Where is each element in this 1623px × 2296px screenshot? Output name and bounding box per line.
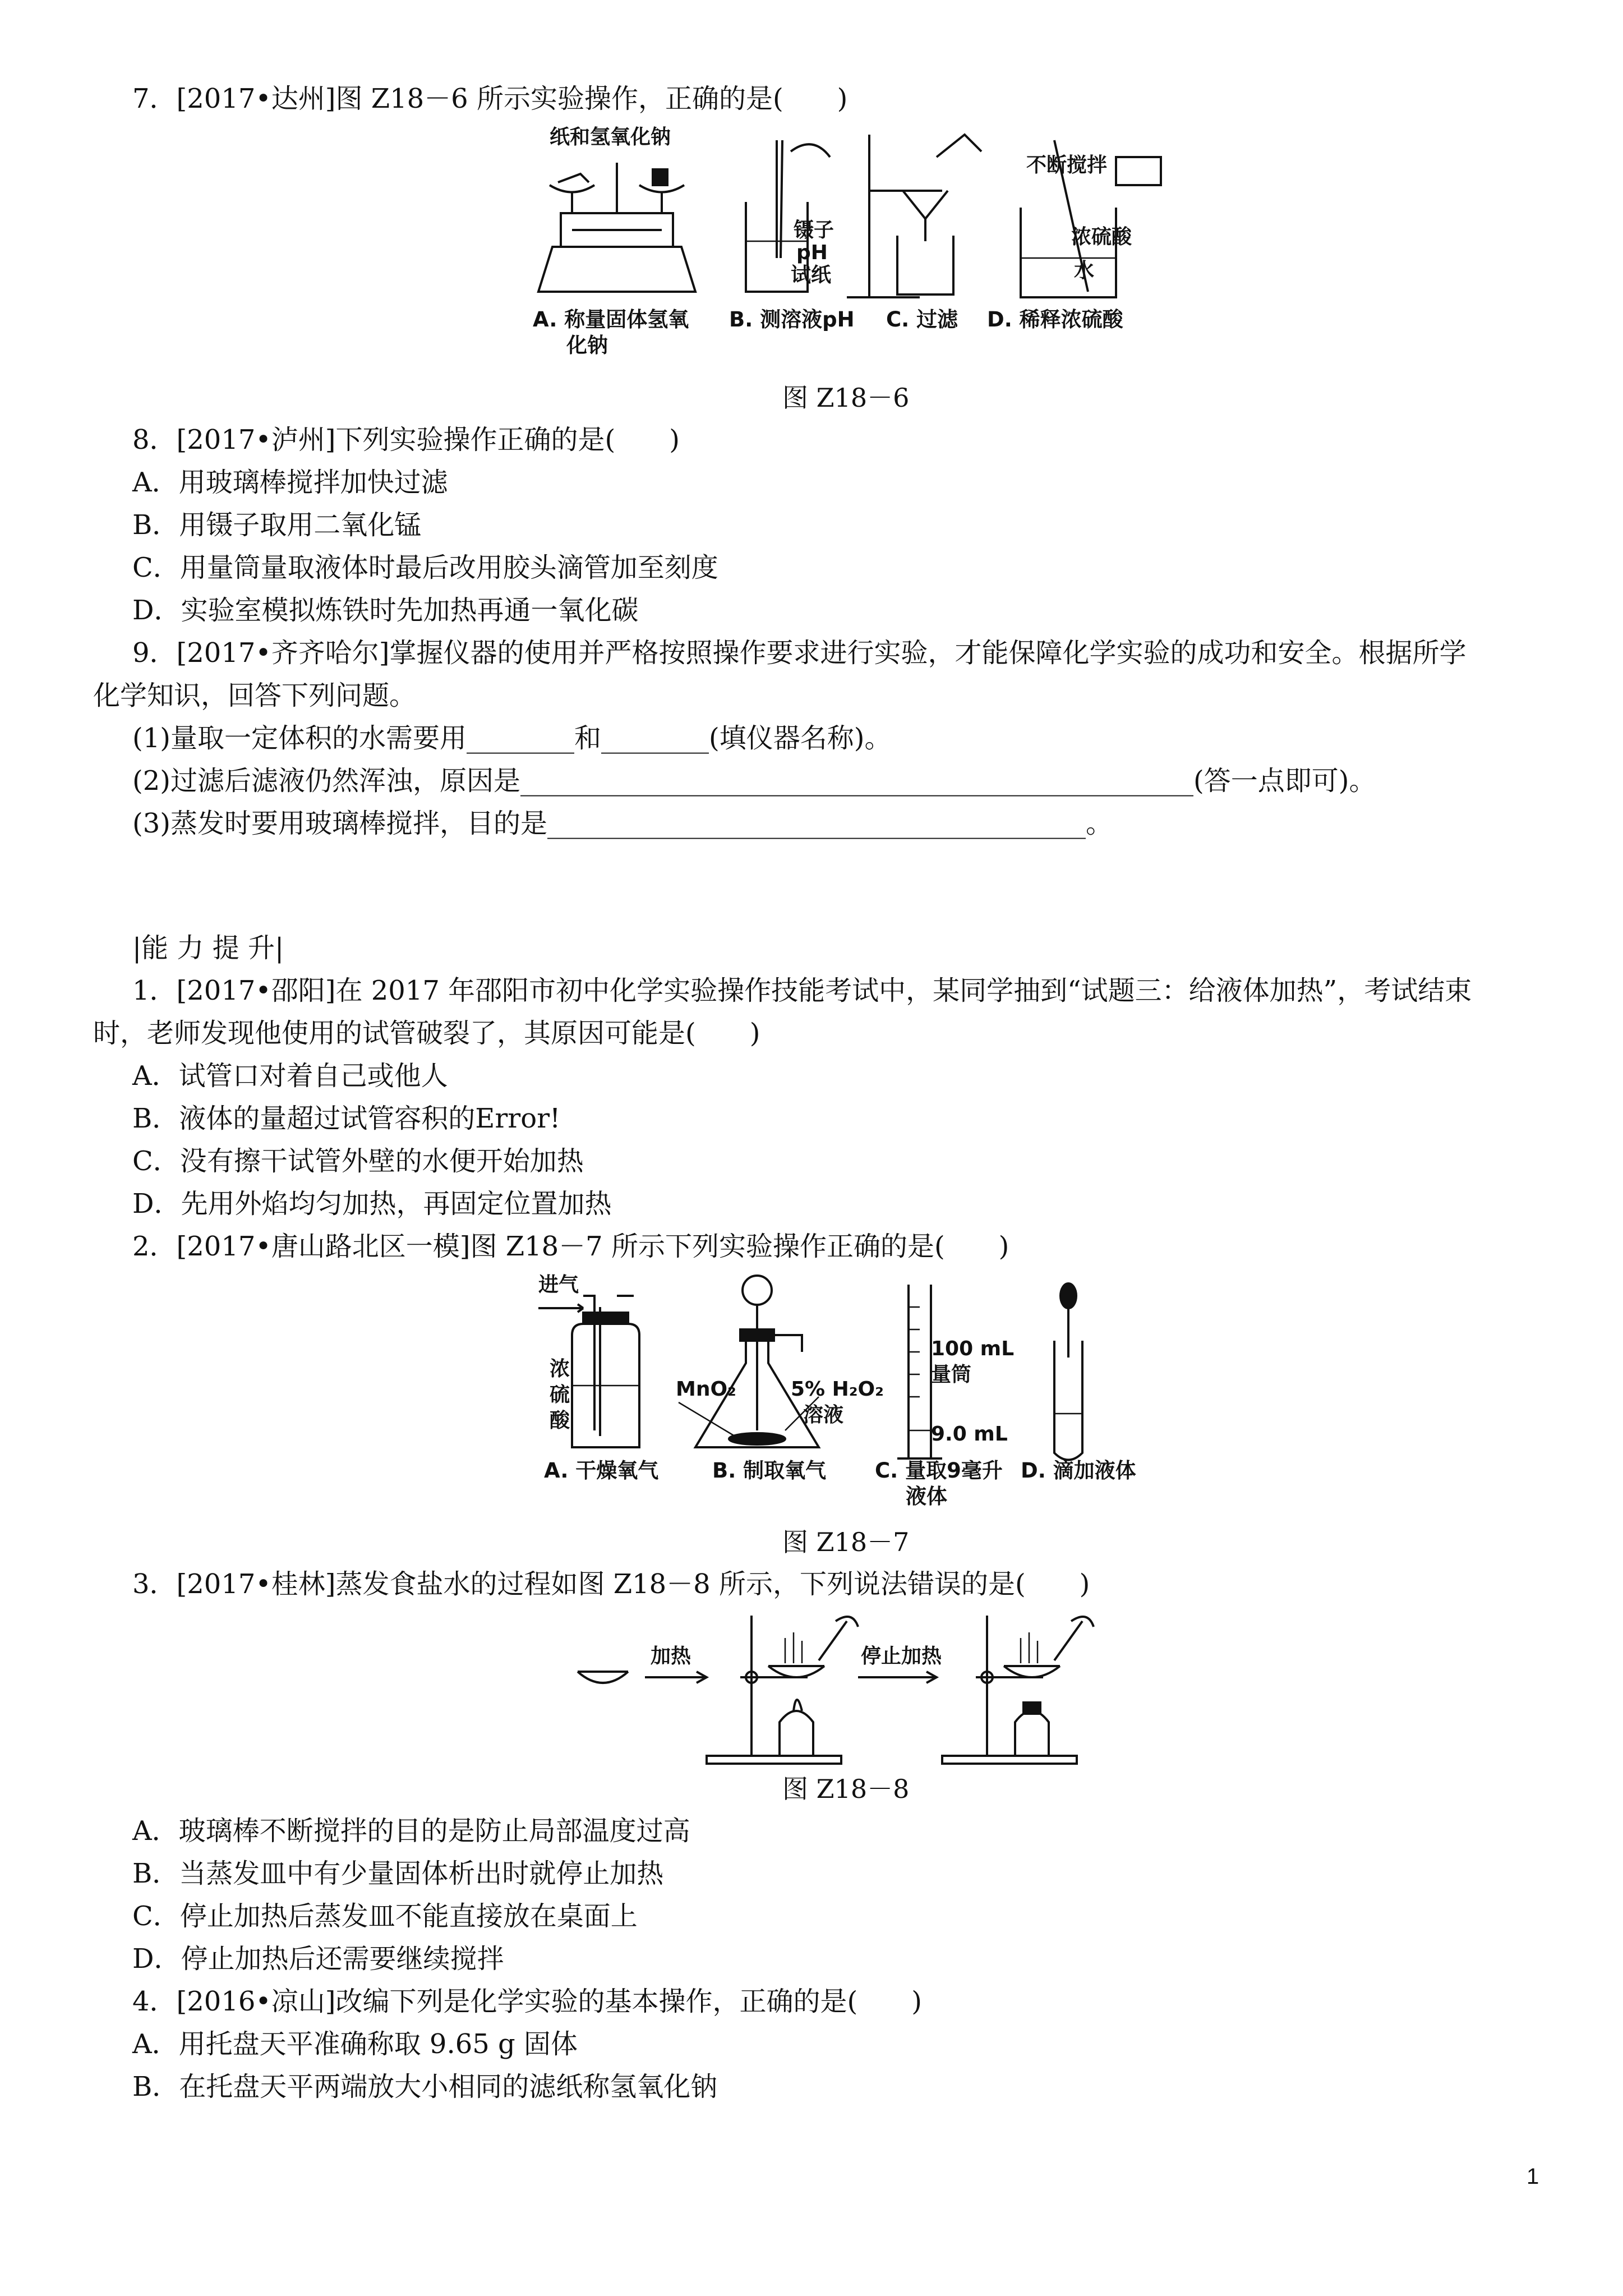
label-water: 水: [1074, 259, 1095, 282]
label-100ml: 100 mL: [931, 1337, 1015, 1360]
p1-option-a: A．试管口对着自己或他人: [132, 1060, 448, 1092]
label-test-paper: 试纸: [791, 264, 832, 287]
label-conc-sulfuric: 浓硫酸: [1071, 226, 1132, 249]
label-conc-3: 酸: [550, 1409, 570, 1432]
q9-stem-2: 化学知识，回答下列问题。: [93, 680, 417, 711]
p3-stem: 3．[2017•桂林]蒸发食盐水的过程如图 Z18－8 所示，下列说法错误的是( ): [132, 1568, 1090, 1600]
label-conc-2: 硫: [550, 1383, 570, 1406]
label-heat: 加热: [651, 1645, 691, 1668]
caption-b: B. 测溶液pH: [729, 307, 855, 332]
caption-a: A. 称量固体氢氧: [533, 307, 689, 332]
label-9ml: 9.0 mL: [931, 1423, 1008, 1446]
p1-option-c: C．没有擦干试管外壁的水便开始加热: [132, 1145, 584, 1177]
fig-caption-z18-8: 图 Z18－8: [782, 1774, 910, 1804]
caption-a-2: 化钠: [566, 333, 608, 357]
label-mno2: MnO₂: [676, 1378, 736, 1401]
q8-option-d: D．实验室模拟炼铁时先加热再通一氧化碳: [132, 595, 639, 626]
label-h2o2: 5% H₂O₂: [791, 1378, 884, 1401]
p4-option-a: A．用托盘天平准确称取 9.65 g 固体: [132, 2028, 578, 2060]
q8-option-b: B．用镊子取用二氧化锰: [132, 509, 422, 541]
p3-option-a: A．玻璃棒不断搅拌的目的是防止局部温度过高: [132, 1815, 690, 1847]
figure-z18-6: [527, 126, 1166, 376]
q8-option-a: A．用玻璃棒搅拌加快过滤: [132, 467, 448, 498]
q7-stem: 7．[2017•达州]图 Z18－6 所示实验操作，正确的是( ): [132, 83, 848, 114]
q8-stem: 8．[2017•泸州]下列实验操作正确的是( ): [132, 424, 680, 455]
p1-option-d: D．先用外焰均匀加热，再固定位置加热: [132, 1188, 612, 1220]
q9-stem-1: 9．[2017•齐齐哈尔]掌握仪器的使用并严格按照操作要求进行实验，才能保障化学实验的成功和安全。根据所学: [132, 637, 1467, 669]
label-stir: 不断搅拌: [1026, 154, 1108, 177]
q9-sub-1: (1)量取一定体积的水需要用________和________(填仪器名称)。: [132, 723, 892, 754]
caption-a: A. 干燥氧气: [544, 1458, 659, 1483]
caption-b: B. 制取氧气: [712, 1458, 827, 1483]
figure-z18-7: [538, 1273, 1155, 1515]
page-number: 1: [1527, 2164, 1539, 2189]
q8-option-c: C．用量筒量取液体时最后改用胶头滴管加至刻度: [132, 552, 718, 583]
q9-sub-3: (3)蒸发时要用玻璃棒搅拌，目的是________________________________________。: [132, 808, 1113, 839]
caption-c: C. 量取9毫升: [875, 1458, 1003, 1483]
label-stop-heat: 停止加热: [861, 1645, 942, 1668]
fig-caption-z18-7: 图 Z18－7: [782, 1527, 910, 1557]
section-heading: |能 力 提 升|: [132, 932, 284, 964]
figure-z18-8-drawing: [572, 1610, 1144, 1773]
label-cylinder: 量筒: [931, 1363, 972, 1386]
label-ph: pH: [796, 241, 828, 264]
label-gas-in: 进气: [538, 1273, 579, 1296]
label-tweezers: 镊子: [794, 219, 834, 242]
fig-caption-z18-6: 图 Z18－6: [782, 383, 910, 413]
label-solution: 溶液: [803, 1404, 844, 1427]
p1-stem-1: 1．[2017•邵阳]在 2017 年邵阳市初中化学实验操作技能考试中，某同学抽到“试题三：给液体加热”，考试结束: [132, 975, 1472, 1006]
p1-stem-2: 时，老师发现他使用的试管破裂了，其原因可能是( ): [93, 1018, 760, 1049]
figure-z18-7-drawing: [538, 1273, 1155, 1464]
p3-option-c: C．停止加热后蒸发皿不能直接放在桌面上: [132, 1901, 638, 1932]
p4-stem: 4．[2016•凉山]改编下列是化学实验的基本操作，正确的是( ): [132, 1986, 922, 2017]
p1-option-b: B．液体的量超过试管容积的Error!: [132, 1103, 561, 1134]
q9-sub-2: (2)过滤后滤液仍然浑浊，原因是__________________________________________________(答一点即可)。: [132, 765, 1376, 797]
p4-option-b: B．在托盘天平两端放大小相同的滤纸称氢氧化钠: [132, 2071, 718, 2102]
label-paper-naoh: 纸和氢氧化钠: [550, 126, 671, 149]
label-conc-1: 浓: [550, 1358, 570, 1381]
p3-option-b: B．当蒸发皿中有少量固体析出时就停止加热: [132, 1858, 664, 1889]
caption-d: D. 滴加液体: [1021, 1458, 1136, 1483]
caption-d: D. 稀释浓硫酸: [987, 307, 1123, 332]
p3-option-d: D．停止加热后还需要继续搅拌: [132, 1943, 504, 1975]
figure-z18-8: [572, 1610, 1144, 1773]
caption-c: C. 过滤: [886, 307, 958, 332]
caption-c-2: 液体: [906, 1484, 947, 1508]
p2-stem: 2．[2017•唐山路北区一模]图 Z18－7 所示下列实验操作正确的是( ): [132, 1231, 1009, 1262]
